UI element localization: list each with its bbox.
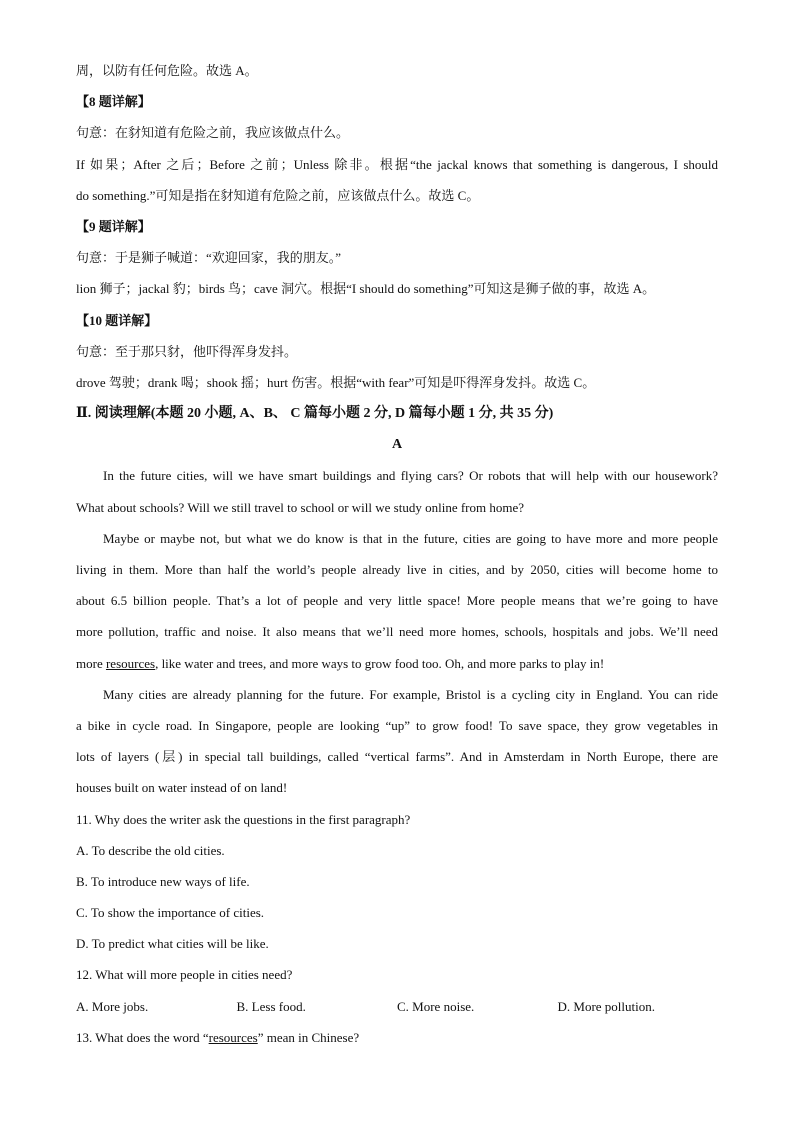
- text-fragment: 13. What does the word “: [76, 1029, 209, 1045]
- option-11-b: B. To introduce new ways of life.: [76, 873, 250, 889]
- question-12: 12. What will more people in cities need?: [76, 967, 293, 983]
- passage-line: lots of layers (层) in special tall buildings, called “vertical farms”. And in Amsterdam in North Europe, there are: [76, 749, 718, 765]
- answer-heading-8: 【8 题详解】: [76, 94, 151, 110]
- passage-line: [76, 648, 718, 679]
- option-12-d: D. More pollution.: [557, 998, 655, 1014]
- document-page: [76, 55, 718, 1053]
- passage-line: about 6.5 billion people. That’s a lot of people and very little space! More people means that we’re going to have: [76, 593, 718, 609]
- passage-line: Maybe or maybe not, but what we do know is that in the future, cities are going to have more and more people: [103, 530, 718, 546]
- options-12: [76, 991, 718, 1022]
- answer-heading-9: 【9 题详解】: [76, 218, 151, 234]
- option-11-c: C. To show the importance of cities.: [76, 905, 265, 921]
- text-fragment: more: [76, 655, 106, 671]
- option-12-b: B. Less food.: [236, 998, 306, 1014]
- underlined-word-resources: resources: [105, 655, 156, 671]
- section-heading: Ⅱ. 阅读理解(本题 20 小题, A、B、 C 篇每小题 2 分, D 篇每小题 1 分, 共 35 分): [76, 406, 554, 422]
- passage-line: a bike in cycle road. In Singapore, people are looking “up” to grow food! To save space, they grow vegetables in: [76, 717, 718, 733]
- text-line: 句意：至于那只豺，他吓得浑身发抖。: [76, 343, 298, 359]
- passage-line: houses built on water instead of on land!: [76, 780, 288, 796]
- passage-label: A: [391, 437, 403, 453]
- passage-line: living in them. More than half the world’s people already live in cities, and by 2050, cities will become home to: [76, 562, 718, 577]
- question-13: [76, 1022, 718, 1053]
- text-line: 周，以防有任何危险。故选 A。: [76, 63, 258, 78]
- option-11-d: D. To predict what cities will be like.: [76, 936, 269, 952]
- text-line: If 如果；After 之后；Before 之前；Unless 除非。根据“the jackal knows that something is dangerous, I should: [76, 156, 718, 172]
- text-line: do something.”可知是指在豺知道有危险之前，应该做点什么。故选 C。: [76, 187, 480, 203]
- passage-line: What about schools? Will we still travel to school or will we study online from home?: [76, 499, 525, 515]
- underlined-word-resources: resources: [208, 1029, 258, 1045]
- text-fragment: ” mean in Chinese?: [257, 1029, 360, 1045]
- answer-heading-10: 【10 题详解】: [76, 312, 158, 328]
- passage-line: In the future cities, will we have smart buildings and flying cars? Or robots that will help with our housework?: [103, 468, 718, 484]
- text-line: lion 狮子；jackal 豹；birds 鸟；cave 洞穴。根据“I should do something”可知这是狮子做的事，故选 A。: [76, 281, 656, 297]
- question-11: 11. Why does the writer ask the questions in the first paragraph?: [76, 811, 411, 827]
- text-fragment: , like water and trees, and more ways to grow food too. Oh, and more parks to play in!: [155, 655, 605, 671]
- text-line: drove 驾驶；drank 喝；shook 摇；hurt 伤害。根据“with fear”可知是吓得浑身发抖。故选 C。: [76, 374, 596, 390]
- text-line: 句意：于是狮子喊道：“欢迎回家，我的朋友。”: [76, 250, 342, 266]
- passage-line: more pollution, traffic and noise. It also means that we’ll need more homes, schools, hospitals and jobs. We’ll need: [76, 624, 718, 640]
- option-12-c: C. More noise.: [397, 998, 475, 1014]
- option-11-a: A. To describe the old cities.: [76, 842, 225, 858]
- passage-line: Many cities are already planning for the future. For example, Bristol is a cycling city in England. You can ride: [103, 686, 718, 702]
- text-line: 句意：在豺知道有危险之前，我应该做点什么。: [76, 125, 350, 141]
- option-12-a: A. More jobs.: [76, 998, 149, 1014]
